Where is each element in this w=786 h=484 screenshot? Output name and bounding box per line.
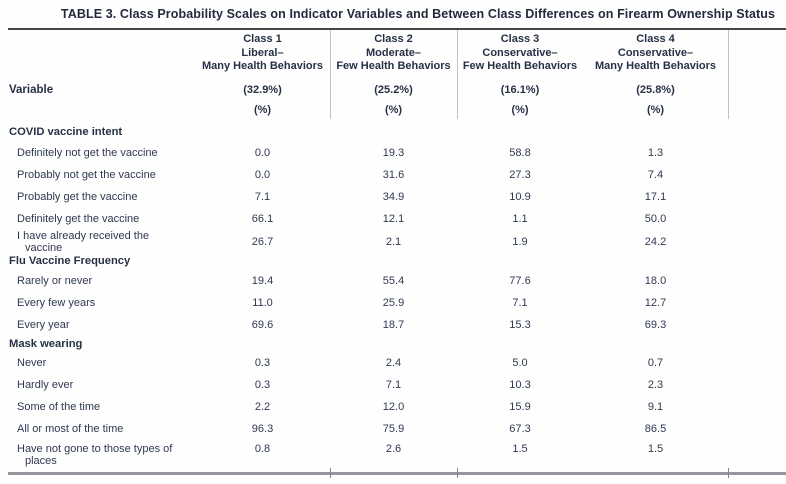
class2-share: (25.2%)	[374, 83, 413, 96]
row-value-class4: 1.5	[647, 443, 664, 455]
row-value-class1: 0.3	[254, 357, 271, 369]
row-value-class2: 2.4	[385, 357, 402, 369]
column-divider-tick	[330, 468, 331, 478]
class4-behavior: Many Health Behaviors	[594, 60, 717, 72]
row-value-class1: 11.0	[252, 297, 273, 309]
row-value-class4: 12.7	[644, 297, 667, 309]
header-spacer	[0, 33, 195, 74]
table-row	[0, 396, 786, 418]
row-value-class4: 69.3	[644, 319, 667, 331]
class4-share: (25.8%)	[636, 83, 675, 96]
row-label: Every few years	[17, 297, 96, 309]
table-row	[0, 208, 786, 230]
table-row	[0, 314, 786, 336]
class1-ideology: Liberal–	[241, 46, 284, 59]
class4-unit: (%)	[646, 104, 665, 116]
class1-name: Class 1	[243, 33, 282, 45]
class2-header	[330, 33, 457, 74]
row-label: Some of the time	[17, 401, 101, 413]
row-value-class4: 86.5	[644, 423, 667, 435]
row-value-class2: 18.7	[382, 319, 405, 331]
row-value-class2: 12.0	[382, 401, 405, 413]
row-value-class4: 1.3	[647, 147, 664, 159]
row-value-class3: 27.3	[509, 169, 531, 181]
class3-unit: (%)	[511, 104, 529, 116]
section-label: COVID vaccine intent	[9, 126, 123, 138]
row-value-class2: 2.6	[385, 443, 402, 455]
class3-share: (16.1%)	[500, 83, 540, 96]
row-label: Hardly ever	[17, 379, 74, 391]
row-value-class4: 9.1	[647, 401, 664, 413]
table-row	[0, 292, 786, 314]
class4-header	[583, 33, 728, 74]
class3-name: Class 3	[500, 33, 540, 45]
unit-row	[0, 102, 786, 118]
rule-bottom	[8, 472, 786, 475]
class2-unit: (%)	[384, 104, 403, 116]
row-label: Rarely or never	[17, 275, 93, 287]
row-value-class2: 31.6	[382, 169, 405, 181]
table-title: TABLE 3. Class Probability Scales on Indicator Variables and Between Class Differences on Firearm Ownership Status	[60, 7, 776, 21]
class2-name: Class 2	[374, 33, 413, 45]
row-value-class3: 10.9	[509, 191, 531, 203]
row-value-class4: 18.0	[644, 275, 667, 287]
table-row	[0, 440, 786, 468]
row-label: I have already received the vaccine	[17, 230, 150, 254]
row-value-class2: 12.1	[382, 213, 405, 225]
row-value-class1: 0.3	[254, 379, 271, 391]
section-label: Mask wearing	[9, 338, 83, 350]
row-value-class1: 66.1	[251, 213, 274, 225]
row-value-class1: 69.6	[251, 319, 274, 331]
class1-share: (32.9%)	[243, 83, 282, 96]
section-label: Flu Vaccine Frequency	[9, 255, 131, 267]
row-value-class2: 75.9	[382, 423, 405, 435]
class3-behavior: Few Health Behaviors	[462, 60, 578, 72]
row-value-class3: 58.8	[509, 147, 531, 159]
row-value-class4: 50.0	[644, 213, 667, 225]
header-right-spacer	[728, 33, 786, 74]
table-row	[0, 164, 786, 186]
section-row-flu-vaccine-frequency	[0, 252, 786, 270]
row-value-class2: 34.9	[382, 191, 405, 203]
class2-behavior: Few Health Behaviors	[336, 60, 451, 72]
class-header-row	[0, 33, 786, 74]
row-label: Definitely get the vaccine	[17, 213, 140, 225]
class4-ideology: Conservative–	[617, 46, 694, 59]
table-row	[0, 418, 786, 440]
variable-column-label: Variable	[9, 83, 54, 96]
row-value-class1: 7.1	[254, 191, 271, 203]
row-value-class4: 17.1	[644, 191, 667, 203]
class2-ideology: Moderate–	[365, 46, 422, 59]
class1-header	[195, 33, 330, 74]
class1-behavior: Many Health Behaviors	[201, 60, 324, 72]
row-label: Probably not get the vaccine	[17, 169, 156, 181]
row-value-class1: 0.0	[254, 147, 271, 159]
class4-name: Class 4	[636, 33, 675, 45]
row-value-class3: 1.1	[512, 213, 528, 225]
column-divider	[457, 30, 458, 119]
row-value-class1: 0.8	[254, 443, 271, 455]
row-value-class4: 24.2	[644, 236, 667, 248]
row-value-class1: 96.3	[251, 423, 274, 435]
row-label: Never	[17, 357, 47, 369]
row-value-class2: 19.3	[382, 147, 405, 159]
row-value-class2: 55.4	[382, 275, 405, 287]
row-value-class3: 15.9	[509, 401, 531, 413]
table-body	[0, 122, 786, 468]
section-row-covid-vaccine-intent	[0, 122, 786, 142]
row-value-class3: 5.0	[512, 357, 528, 369]
row-value-class3: 1.9	[512, 236, 528, 248]
row-label: Have not gone to those types of places	[17, 443, 173, 467]
column-divider	[728, 30, 729, 119]
class1-unit: (%)	[253, 104, 272, 116]
row-value-class1: 19.4	[251, 275, 274, 287]
row-label: All or most of the time	[17, 423, 124, 435]
row-value-class3: 1.5	[512, 443, 528, 455]
row-value-class2: 25.9	[382, 297, 405, 309]
class3-header	[457, 33, 583, 74]
table-row	[0, 352, 786, 374]
table-row	[0, 230, 786, 252]
column-divider-tick	[728, 468, 729, 478]
row-label: Probably get the vaccine	[17, 191, 138, 203]
table-row	[0, 186, 786, 208]
row-value-class2: 7.1	[385, 379, 402, 391]
column-divider	[330, 30, 331, 119]
row-label: Definitely not get the vaccine	[17, 147, 158, 159]
row-label: Every year	[17, 319, 70, 331]
table-row	[0, 270, 786, 292]
column-divider-tick	[457, 468, 458, 478]
row-value-class3: 10.3	[509, 379, 531, 391]
row-value-class1: 2.2	[254, 401, 271, 413]
row-value-class3: 15.3	[509, 319, 531, 331]
row-value-class3: 67.3	[509, 423, 531, 435]
row-value-class2: 2.1	[385, 236, 402, 248]
row-value-class1: 0.0	[254, 169, 271, 181]
row-value-class3: 77.6	[509, 275, 531, 287]
row-value-class4: 7.4	[647, 169, 664, 181]
row-value-class3: 7.1	[512, 297, 528, 309]
table-row	[0, 142, 786, 164]
share-row	[0, 81, 786, 98]
rule-top	[8, 28, 786, 30]
row-value-class1: 26.7	[251, 236, 274, 248]
row-value-class4: 2.3	[647, 379, 664, 391]
class3-ideology: Conservative–	[482, 46, 558, 59]
section-row-mask-wearing	[0, 336, 786, 352]
row-value-class4: 0.7	[647, 357, 664, 369]
table-row	[0, 374, 786, 396]
